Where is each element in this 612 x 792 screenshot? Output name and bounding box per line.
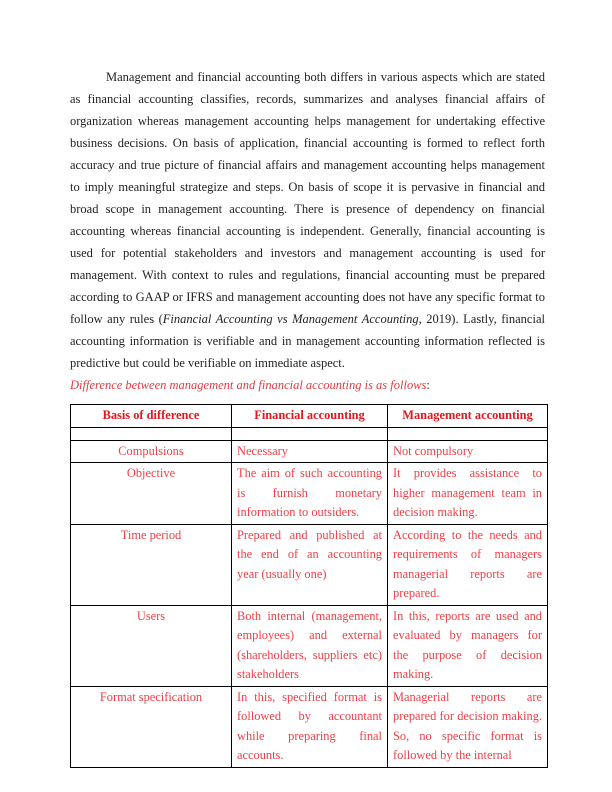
comparison-table [70,404,548,768]
cell-management [388,427,548,440]
cell-basis: Compulsions [71,440,232,463]
cell-basis: Users [71,605,232,686]
table-row-users [71,605,548,686]
intro-paragraph: Management and financial accounting both differs in various aspects which are stated as financial accounting classifies, records, summarizes and analyses financial affairs of organization whereas management accounting helps management for undertaking effective business decisions. On basis of application, financial accounting is formed to reflect forth accuracy and true picture of financial affairs and management accounting helps management to imply meaningful strategize and steps. On basis of scope it is pervasive in financial and broad scope in management accounting. There is presence of dependency on financial accounting whereas financial accounting is independent. Generally, financial accounting is used for potential stakeholders and investors and management accounting is used for management. With context to rules and regulations, financial accounting must be prepared according to GAAP or IFRS and management accounting does not have any specific format to follow any rules (Financial Accounting vs Management Accounting, 2019). Lastly, financial accounting information is verifiable and in management accounting information reflected is predictive but could be verifiable on immediate aspect. [70,70,545,370]
header-financial-accounting: Financial accounting [232,405,388,428]
header-management-accounting: Management accounting [388,405,548,428]
cell-financial: Necessary [232,440,388,463]
table-caption-colon: : [426,378,430,392]
cell-basis: Time period [71,524,232,605]
table-row-time-period [71,524,548,605]
table-row-empty [71,427,548,440]
table-row-format-specification [71,686,548,767]
cell-financial: The aim of such accounting is furnish monetary information to outsiders. [232,463,388,525]
cell-management: It provides assistance to higher management team in decision making. [388,463,548,525]
table-row-compulsions [71,440,548,463]
cell-basis [71,427,232,440]
table-header-row [71,405,548,428]
cell-financial: In this, specified format is followed by accountant while preparing final accounts. [232,686,388,767]
cell-management: Not compulsory [388,440,548,463]
cell-financial: Both internal (management, employees) and external (shareholders, suppliers etc) stakeholders [232,605,388,686]
cell-management: In this, reports are used and evaluated by managers for the purpose of decision making. [388,605,548,686]
cell-basis: Format specification [71,686,232,767]
table-caption [70,374,545,396]
cell-financial: Prepared and published at the end of an accounting year (usually one) [232,524,388,605]
table-caption-text: Difference between management and financial accounting is as follows [70,378,427,392]
table-row-objective [71,463,548,525]
header-basis-of-difference: Basis of difference [71,405,232,428]
cell-financial [232,427,388,440]
cell-management: According to the needs and requirements of managers managerial reports are prepared. [388,524,548,605]
cell-management: Managerial reports are prepared for decision making. So, no specific format is followed by the internal [388,686,548,767]
cell-basis: Objective [71,463,232,525]
